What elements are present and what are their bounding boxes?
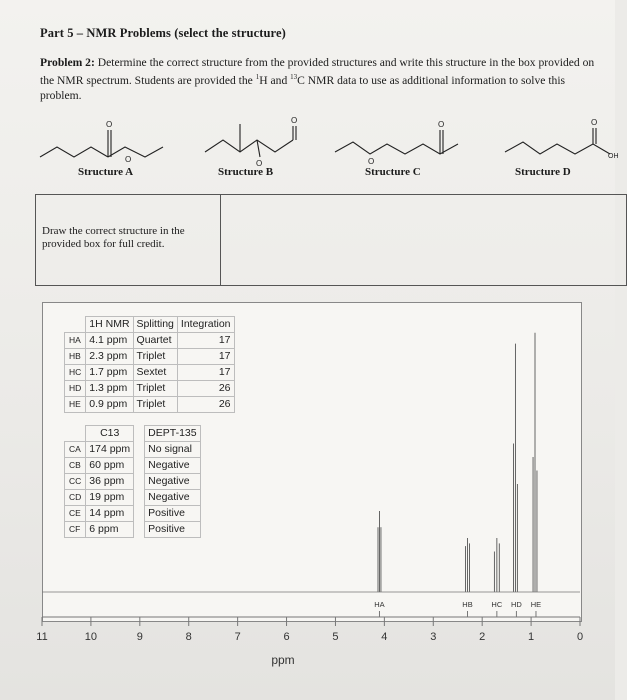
h-row-shift: 1.7 ppm (86, 365, 133, 381)
h-header-nmr: 1H NMR (86, 317, 133, 333)
ticks-layer (36, 617, 583, 643)
oxygen-label: O (106, 120, 113, 129)
c-row-label: CB (65, 458, 86, 474)
part-heading: Part 5 – NMR Problems (select the structure) (40, 26, 286, 40)
h-row-label: HA (65, 333, 86, 349)
h-row-integration: 17 (177, 333, 234, 349)
x-axis-tick-label: 2 (479, 631, 486, 643)
peak-label: HE (530, 600, 542, 609)
problem-text-2: H and (259, 73, 291, 87)
h-row-splitting: Sextet (133, 365, 177, 381)
c-row-dept: No signal (145, 442, 200, 458)
structure-c-label: Structure C (365, 166, 421, 178)
problem-text-3: C NMR data to use as additional information to solve this problem. (40, 73, 566, 102)
answer-prompt: Draw the correct structure in the provided box for full credit. (42, 225, 185, 250)
c-row-label: CA (65, 442, 86, 458)
h-row-integration: 26 (177, 397, 234, 413)
x-axis-tick-label: 5 (332, 631, 339, 643)
c-row-shift: 14 ppm (86, 506, 134, 522)
x-axis-label: ppm (271, 653, 295, 667)
x-axis-tick-label: 0 (576, 631, 584, 643)
problem-text-1: Determine the correct structure from the provided structures and write this structure in the box provided on the NMR spectrum. Students are provided the (40, 56, 595, 87)
structure-b-label: Structure B (218, 166, 274, 178)
hydroxyl-label: OH (608, 153, 619, 160)
x-axis-tick-label: 3 (430, 631, 437, 643)
h-row-label: HB (65, 349, 86, 365)
oxygen-label: O (256, 159, 263, 168)
x-axis-tick-label: 10 (84, 631, 98, 643)
h-row-integration: 17 (177, 349, 234, 365)
x-axis-tick-label: 7 (234, 631, 241, 643)
h-row-splitting: Triplet (133, 349, 177, 365)
c-row-dept: Negative (145, 474, 200, 490)
c-row-label: CE (65, 506, 86, 522)
oxygen-label: O (438, 120, 445, 129)
c-row-shift: 36 ppm (86, 474, 134, 490)
x-axis-tick-label: 11 (36, 631, 48, 643)
h-row-label: HD (65, 381, 86, 397)
h-row-shift: 1.3 ppm (86, 381, 133, 397)
peak-label: HC (491, 600, 503, 609)
peak-label: HD (510, 600, 522, 609)
c-row-shift: 6 ppm (86, 522, 134, 538)
x-axis-tick-label: 9 (136, 631, 143, 643)
peak-labels-layer (374, 600, 541, 617)
c-row-shift: 174 ppm (86, 442, 134, 458)
h-row-splitting: Quartet (133, 333, 177, 349)
c-superscript: 13 (290, 73, 298, 81)
x-axis-tick-label: 1 (528, 631, 535, 643)
peaks-layer (42, 333, 580, 592)
oxygen-label: O (291, 116, 298, 125)
oxygen-label: O (591, 118, 598, 127)
c-header-dept: DEPT-135 (145, 426, 200, 442)
h-row-integration: 17 (177, 365, 234, 381)
structure-d-label: Structure D (515, 166, 571, 178)
c-header-shift: C13 (86, 426, 134, 442)
c-row-label: CF (65, 522, 86, 538)
h-row-shift: 0.9 ppm (86, 397, 133, 413)
oxygen-label: O (125, 155, 132, 164)
c-row-label: CC (65, 474, 86, 490)
c-row-label: CD (65, 490, 86, 506)
oxygen-label: O (368, 157, 375, 166)
x-axis-tick-label: 6 (283, 631, 290, 643)
structure-a-label: Structure A (78, 166, 134, 178)
c-row-shift: 60 ppm (86, 458, 134, 474)
h-row-shift: 2.3 ppm (86, 349, 133, 365)
h-header-integration: Integration (177, 317, 234, 333)
h-row-shift: 4.1 ppm (86, 333, 133, 349)
c-row-dept: Negative (145, 458, 200, 474)
x-axis-tick-label: 8 (185, 631, 192, 643)
c-row-shift: 19 ppm (86, 490, 134, 506)
peak-label: HA (374, 600, 385, 609)
c-row-dept: Positive (145, 522, 200, 538)
h-row-label: HC (65, 365, 86, 381)
h-row-label: HE (65, 397, 86, 413)
h-row-integration: 26 (177, 381, 234, 397)
h-header-splitting: Splitting (133, 317, 177, 333)
c-row-dept: Negative (145, 490, 200, 506)
c-row-dept: Positive (145, 506, 200, 522)
h-row-splitting: Triplet (133, 381, 177, 397)
h-row-splitting: Triplet (133, 397, 177, 413)
problem-label: Problem 2: (40, 56, 95, 69)
peak-label: HB (462, 600, 473, 609)
x-axis-tick-label: 4 (381, 631, 388, 643)
h-superscript: 1 (255, 73, 260, 81)
